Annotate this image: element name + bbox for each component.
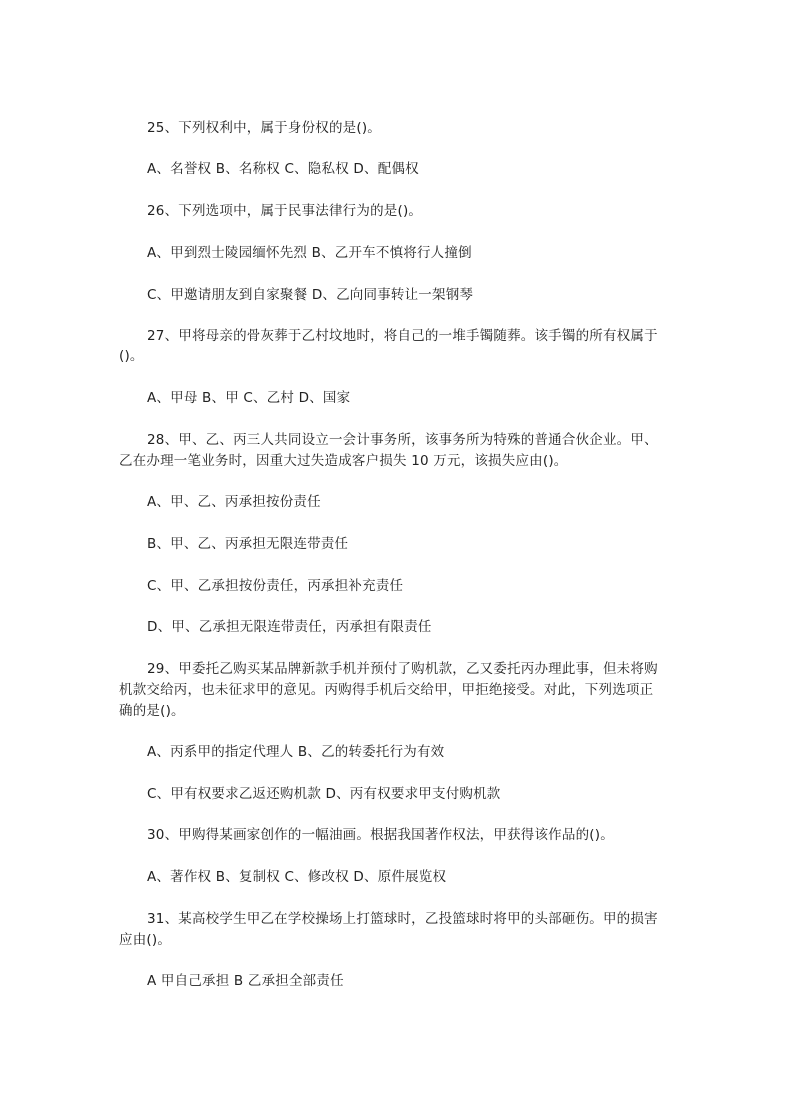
question-28-line2: 乙在办理一笔业务时，因重大过失造成客户损失 10 万元，该损失应由()。 [119, 453, 568, 469]
option-28-b: B、甲、乙、丙承担无限连带责任 [147, 536, 349, 552]
options-27: A、甲母 B、甲 C、乙村 D、国家 [147, 390, 351, 406]
options-25: A、名誉权 B、名称权 C、隐私权 D、配偶权 [147, 161, 419, 177]
options-31-ab: A 甲自己承担 B 乙承担全部责任 [147, 973, 344, 989]
question-29-line2: 机款交给丙，也未征求甲的意见。丙购得手机后交给甲，甲拒绝接受。对此，下列选项正 [119, 682, 654, 698]
question-25: 25、下列权利中，属于身份权的是()。 [147, 120, 382, 136]
option-28-d: D、甲、乙承担无限连带责任，丙承担有限责任 [147, 619, 432, 635]
options-26-ab: A、甲到烈士陵园缅怀先烈 B、乙开车不慎将行人撞倒 [147, 245, 472, 261]
question-31-line1: 31、某高校学生甲乙在学校操场上打篮球时，乙投篮球时将甲的头部砸伤。甲的损害 [147, 911, 658, 927]
question-30: 30、甲购得某画家创作的一幅油画。根据我国著作权法，甲获得该作品的()。 [147, 827, 614, 843]
options-26-cd: C、甲邀请朋友到自家聚餐 D、乙向同事转让一架钢琴 [147, 287, 474, 303]
options-30: A、著作权 B、复制权 C、修改权 D、原件展览权 [147, 869, 447, 885]
option-28-c: C、甲、乙承担按份责任，丙承担补充责任 [147, 578, 404, 594]
option-28-a: A、甲、乙、丙承担按份责任 [147, 494, 321, 510]
options-29-ab: A、丙系甲的指定代理人 B、乙的转委托行为有效 [147, 744, 445, 760]
question-28-line1: 28、甲、乙、丙三人共同设立一会计事务所，该事务所为特殊的普通合伙企业。甲、 [147, 432, 658, 448]
question-29-line1: 29、甲委托乙购买某品牌新款手机并预付了购机款，乙又委托丙办理此事，但未将购 [147, 661, 658, 677]
question-27-line2: ()。 [119, 348, 144, 364]
options-29-cd: C、甲有权要求乙返还购机款 D、丙有权要求甲支付购机款 [147, 786, 501, 802]
question-31-line2: 应由()。 [119, 932, 172, 948]
question-26: 26、下列选项中，属于民事法律行为的是()。 [147, 203, 423, 219]
question-29-line3: 确的是()。 [119, 703, 185, 719]
question-27-line1: 27、甲将母亲的骨灰葬于乙村坟地时，将自己的一堆手镯随葬。该手镯的所有权属于 [147, 328, 658, 344]
